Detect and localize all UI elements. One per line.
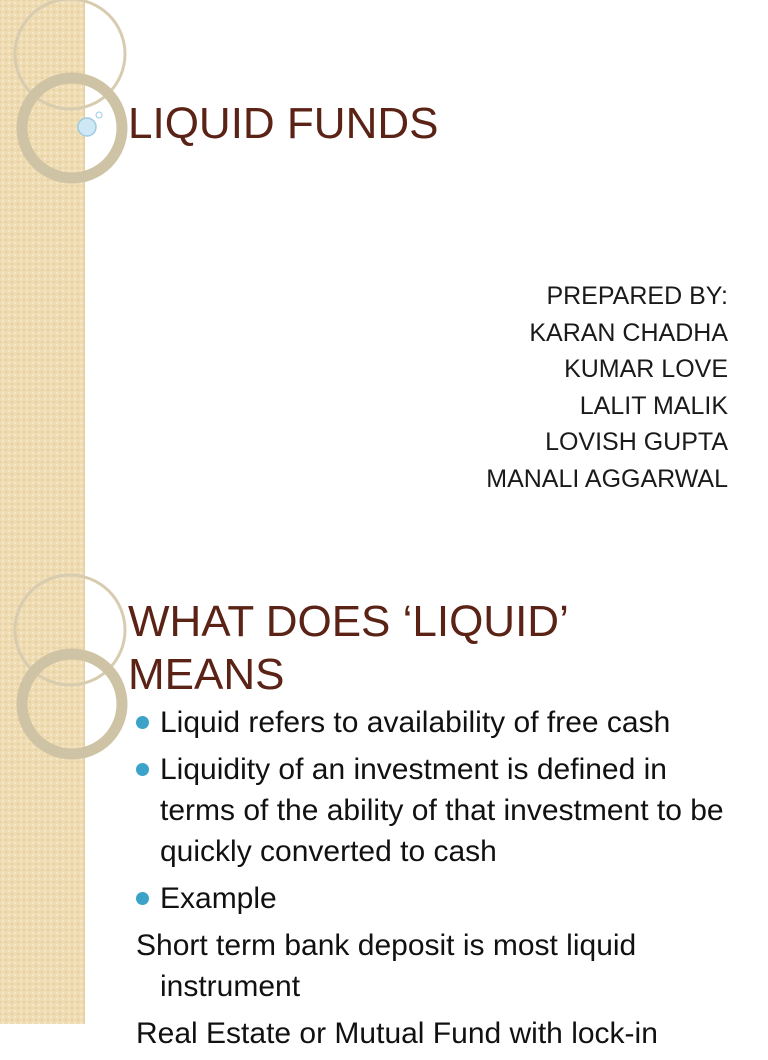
paragraph-item xyxy=(136,1013,748,1054)
bullet-item xyxy=(136,702,748,743)
bullet-text: Liquidity of an investment is defined in terms of the ability of that investment to be quickly converted to cash xyxy=(160,753,724,868)
paragraph-text: Short term bank deposit is most liquid instrument xyxy=(136,929,637,1003)
decorative-rings-icon xyxy=(0,0,130,200)
decorative-rings-icon xyxy=(0,576,130,776)
bullet-item xyxy=(136,878,748,919)
bullet-dot-icon xyxy=(136,892,149,905)
slide-title: LIQUID FUNDS xyxy=(128,99,439,148)
bullet-dot-icon xyxy=(136,716,149,729)
prepared-by-heading: PREPARED BY: xyxy=(546,282,728,310)
author-name: LOVISH GUPTA xyxy=(545,428,728,456)
author-name: KUMAR LOVE xyxy=(564,355,728,383)
author-name: LALIT MALIK xyxy=(579,391,728,420)
author-name: MANALI AGGARWAL xyxy=(486,464,728,493)
paragraph-item xyxy=(136,925,748,1007)
prepared-by-block xyxy=(486,278,728,497)
bullet-item xyxy=(136,749,748,872)
bullet-text: Liquid refers to availability of free cash xyxy=(160,706,671,739)
slide-title: WHAT DOES ‘LIQUID’ MEANS xyxy=(128,597,568,699)
author-name: KARAN CHADHA xyxy=(529,318,728,347)
bullet-list xyxy=(136,702,748,1060)
bullet-text: Example xyxy=(160,882,277,915)
slide-liquid-definition xyxy=(0,576,768,1050)
paragraph-text: Real Estate or Mutual Fund with lock-in xyxy=(136,1017,658,1050)
bullet-dot-icon xyxy=(136,763,149,776)
